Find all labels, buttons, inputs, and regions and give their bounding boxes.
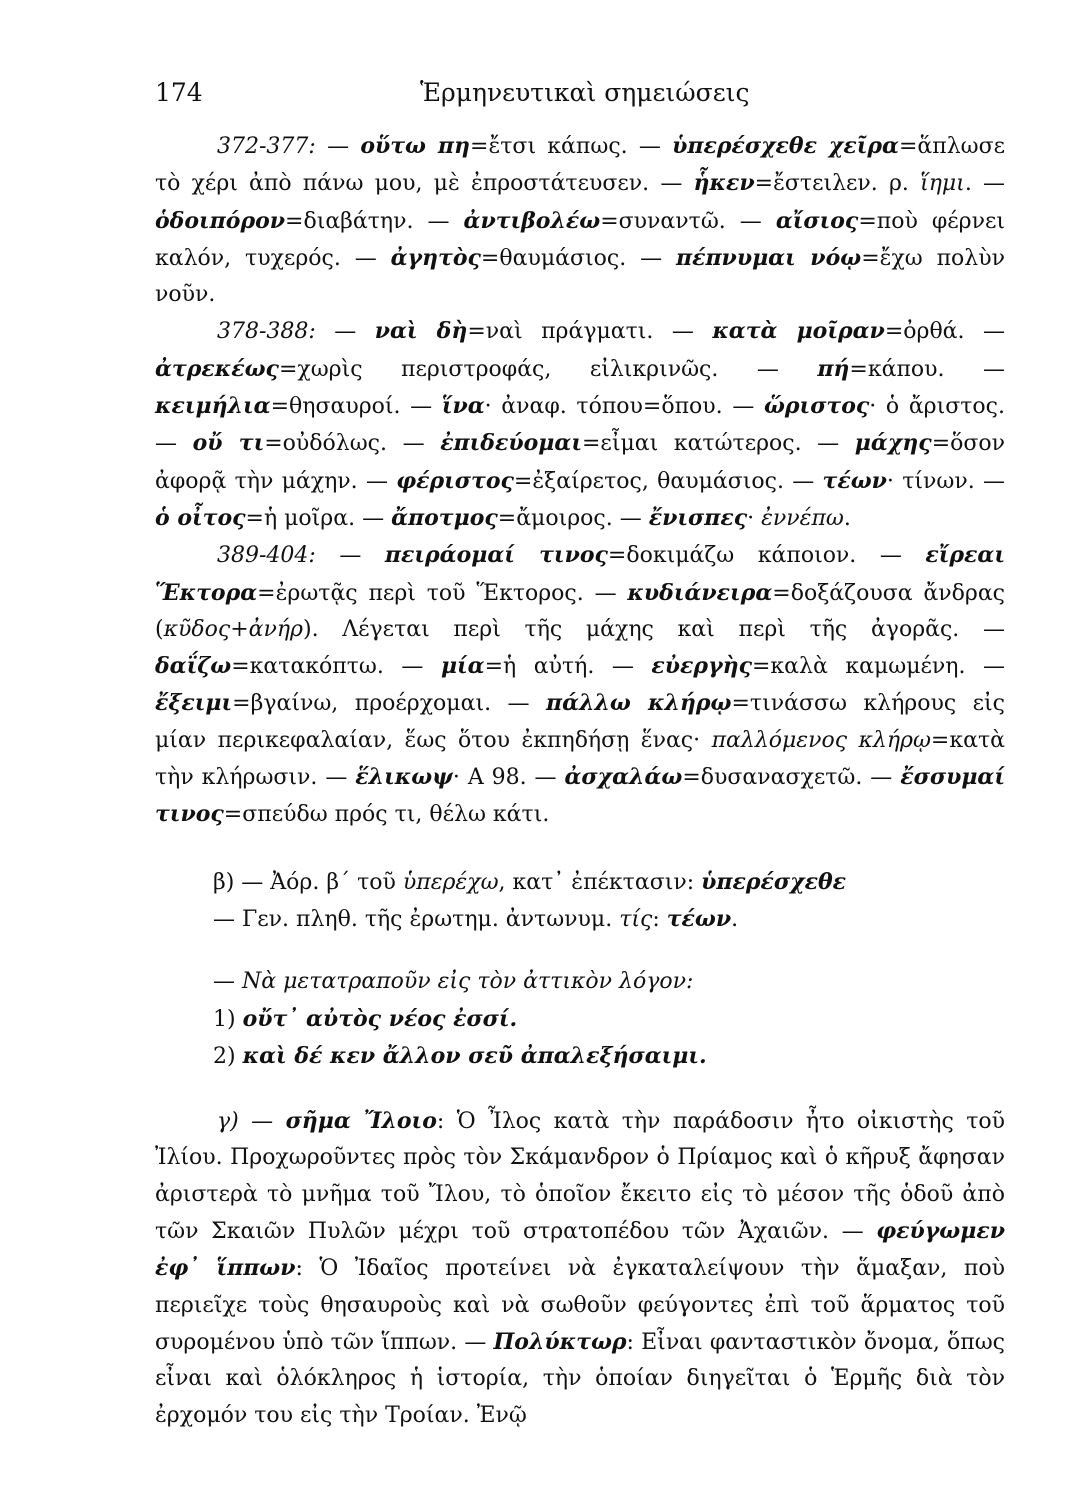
note-text: ). Λέγεται περὶ τῆς μάχης καὶ περὶ τῆς ἀγορᾶς. — bbox=[302, 616, 1005, 642]
headword: ἧκεν bbox=[693, 170, 755, 197]
note-text: — bbox=[315, 319, 375, 345]
headword: εὐεργὴς bbox=[651, 653, 752, 680]
exercise-item-1 bbox=[213, 1001, 1005, 1038]
headword: εἴρεαι Ἕκτορα bbox=[155, 542, 1005, 606]
note-text: =δοκιμάζω κάποιον. — bbox=[607, 543, 926, 569]
section-label: β) bbox=[213, 869, 235, 895]
verse-ref: 389-404: bbox=[217, 543, 316, 569]
note-text: · bbox=[747, 505, 762, 531]
note-text: : bbox=[652, 906, 667, 932]
headword: ἄποτμος bbox=[391, 504, 498, 531]
headword: Πολύκτωρ bbox=[493, 1328, 627, 1355]
note-text: — bbox=[315, 134, 361, 159]
headword: μάχης bbox=[854, 430, 932, 457]
headword: ἐπιδεύομαι bbox=[440, 430, 582, 457]
note-text: =χωρὶς περιστροφάς, εἰλικρινῶς. — bbox=[278, 356, 818, 382]
note-text: · Α 98. — bbox=[452, 765, 565, 791]
headword: οὔ τι bbox=[192, 430, 265, 457]
exercise bbox=[213, 964, 1005, 1075]
headword: τέων bbox=[822, 467, 887, 494]
note-text: =εἶμαι κατώτερος. — bbox=[581, 431, 855, 457]
note-372-377 bbox=[155, 128, 1005, 313]
headword: ἕλικωψ bbox=[355, 764, 453, 791]
italic-word: ὑπερέχω bbox=[402, 869, 499, 895]
italic-word: ἵημι bbox=[920, 171, 965, 197]
item-number: 2) bbox=[213, 1043, 236, 1069]
headword: πειράομαί τινος bbox=[384, 542, 608, 569]
headword: κυδιάνειρα bbox=[627, 579, 773, 606]
headword: ὁδοιπόρον bbox=[155, 207, 286, 234]
note-gamma bbox=[155, 1103, 1005, 1434]
note-text: =ὀρθά. — bbox=[884, 319, 1005, 345]
note-text: . bbox=[731, 906, 739, 932]
headword: δαΐζω bbox=[155, 653, 232, 680]
note-text: =ἄμοιρος. — bbox=[497, 505, 649, 531]
exercise-item-2 bbox=[213, 1038, 1005, 1075]
headword: ναὶ δὴ bbox=[374, 318, 468, 345]
item-number: 1) bbox=[213, 1006, 236, 1032]
headword: πέπνυμαι νόῳ bbox=[675, 244, 862, 271]
note-text: · ὁ ἄριστος. — bbox=[155, 394, 1005, 457]
note-beta bbox=[213, 864, 1005, 939]
note-text: =κατὰ τὴν κλήρωσιν. — bbox=[155, 727, 1005, 791]
note-378-388 bbox=[155, 313, 1005, 537]
note-text: : Εἶναι φανταστικὸν ὄνομα, ὅπως εἶναι καὶ ὁλόκληρος ἡ ἱστορία, τὴν ὁποίαν διηγεῖται ὁ Ἑρμῆς διὰ τὸν ἐρχομόν του εἰς τὴν Τροίαν. Ἐνῷ bbox=[155, 1329, 1005, 1428]
note-text: =ἔχω πολὺν νοῦν. bbox=[155, 245, 1005, 308]
headword: μία bbox=[440, 653, 485, 680]
note-text: =σπεύδω πρός τι, θέλω κάτι. bbox=[223, 802, 550, 828]
headword: φέριστος bbox=[396, 467, 514, 494]
spacer bbox=[155, 938, 1005, 964]
note-text: =δυσανασχετῶ. — bbox=[682, 765, 901, 791]
spacer bbox=[155, 834, 1005, 864]
page-body bbox=[155, 128, 1005, 1434]
headword: ὁ οἶτος bbox=[155, 504, 246, 531]
note-text: : Ὁ Ἶλος κατὰ τὴν παράδοσιν ἦτο οἰκιστὴς τοῦ Ἰλίου. Προχωροῦντες πρὸς τὸν Σκάμανδρον ὁ Πρίαμος καὶ ὁ κῆρυξ ἄφησαν ἀριστερὰ τὸ μνῆμα τοῦ Ἴλου, τὸ ὁποῖον ἔκειτο εἰς τὸ μέσον τῆς ὁδοῦ ἀπὸ τῶν Σκαιῶν Πυλῶν μέχρι τοῦ στρατοπέδου τῶν Ἀχαιῶν. — bbox=[155, 1109, 1005, 1245]
exercise-text: καὶ δέ κεν ἄλλον σεῦ ἀπαλεξήσαιμι. bbox=[242, 1042, 707, 1069]
note-text: =ἅπλωσε τὸ χέρι ἀπὸ πάνω μου, μὲ ἐπροστάτευσεν. — bbox=[155, 134, 1005, 197]
headword: ἵνα bbox=[441, 393, 485, 420]
note-text: =ὅσον ἀφορᾷ τὴν μάχην. — bbox=[155, 431, 1006, 494]
headword: ἔξειμι bbox=[155, 690, 233, 717]
note-text: =βγαίνω, προέρχομαι. — bbox=[232, 691, 547, 717]
headword: ὑπερέσχεθε bbox=[701, 868, 846, 895]
note-text: . bbox=[843, 505, 851, 531]
verse-ref: 378-388: bbox=[217, 319, 316, 345]
note-text: =ἐρωτᾷς περὶ τοῦ Ἕκτορος. — bbox=[257, 580, 628, 606]
note-text: . — bbox=[964, 171, 1005, 197]
headword: αἴσιος bbox=[775, 207, 859, 234]
exercise-text: οὔτ᾽ αὐτὸς νέος ἐσσί. bbox=[242, 1005, 518, 1032]
headword: οὕτω πη bbox=[360, 133, 471, 159]
note-389-404 bbox=[155, 537, 1005, 833]
headword: πάλλω κλήρῳ bbox=[546, 690, 732, 717]
note-text: =διαβάτην. — bbox=[285, 208, 464, 234]
note-text: · ἀναφ. τόπου=ὅπου. — bbox=[484, 394, 764, 420]
note-text: =κατακόπτω. — bbox=[231, 654, 441, 680]
note-text: , κατ᾽ ἐπέκτασιν: bbox=[498, 869, 702, 895]
italic-word: παλλόμενος κλήρῳ bbox=[711, 727, 931, 753]
note-text: =θαυμάσιος. — bbox=[480, 245, 676, 271]
note-text: — bbox=[315, 543, 385, 569]
running-head: Ἑρμηνευτικαὶ σημειώσεις bbox=[420, 78, 750, 107]
note-text: : Ὁ Ἰδαῖος προτείνει νὰ ἐγκαταλείψουν τὴν ἅμαξαν, ποὺ περιεῖχε τοὺς θησαυροὺς καὶ νὰ σωθοῦν φεύγοντες ἐπὶ τοῦ ἅρματος τοῦ συρομένου ὑπὸ τῶν ἵππων. — bbox=[155, 1256, 1005, 1355]
note-text: =τινάσσω κλήρους εἰς μίαν περικεφαλαίαν, ἕως ὅτου ἐκπηδήσῃ ἕνας· bbox=[155, 691, 1005, 753]
exercise-instruction: — Νὰ μετατραποῦν εἰς τὸν ἀττικὸν λόγον: bbox=[213, 969, 694, 995]
headword: ἔσσυμαί τινος bbox=[155, 764, 1006, 828]
note-text: =καλὰ καμωμένη. — bbox=[751, 654, 1005, 680]
beta-line-1 bbox=[213, 864, 1005, 901]
headword: σῆμα Ἴλοιο bbox=[285, 1108, 437, 1135]
note-text: =ἐξαίρετος, θαυμάσιος. — bbox=[513, 468, 823, 494]
note-text: =κάπου. — bbox=[849, 356, 1006, 382]
headword: ἔνισπες bbox=[648, 504, 748, 531]
note-text: — Ἀόρ. β΄ τοῦ bbox=[234, 869, 403, 895]
headword: φεύγωμεν ἐφ᾽ ἵππων bbox=[155, 1218, 1005, 1282]
italic-word: τίς bbox=[619, 906, 653, 932]
headword: ὑπερέσχεθε χεῖρα bbox=[672, 133, 899, 159]
verse-ref: 372-377: bbox=[217, 134, 316, 159]
note-text: =ναὶ πράγματι. — bbox=[467, 319, 713, 345]
note-text: — bbox=[238, 1109, 286, 1135]
note-text: · τίνων. — bbox=[886, 468, 1005, 494]
note-text: =συναντῶ. — bbox=[600, 208, 776, 234]
headword: κατὰ μοῖραν bbox=[712, 318, 885, 345]
note-text: — Γεν. πληθ. τῆς ἐρωτημ. ἀντωνυμ. bbox=[213, 906, 620, 932]
beta-line-2 bbox=[213, 901, 1005, 938]
headword: ἀντιβολέω bbox=[463, 207, 601, 234]
headword: πή bbox=[817, 355, 850, 382]
headword: ἀσχαλάω bbox=[564, 764, 683, 791]
note-text: =ἔστειλεν. ρ. bbox=[754, 171, 921, 197]
note-text: =δοξάζουσα ἄνδρας ( bbox=[155, 580, 1005, 642]
note-text: =οὐδόλως. — bbox=[264, 431, 441, 457]
note-text: =ἡ αὐτή. — bbox=[484, 654, 652, 680]
italic-word: κῦδος+ἀνήρ bbox=[163, 616, 303, 642]
section-label: γ) bbox=[217, 1109, 239, 1135]
note-text: =ἡ μοῖρα. — bbox=[245, 505, 392, 531]
italic-word: ἐννέπω bbox=[761, 505, 844, 531]
note-text: =ποὺ φέρνει καλόν, τυχερός. — bbox=[155, 208, 1005, 271]
headword: κειμήλια bbox=[155, 393, 271, 420]
headword: ὥριστος bbox=[763, 393, 870, 420]
headword: τέων bbox=[666, 905, 732, 932]
page-header bbox=[155, 72, 1015, 112]
headword: ἀτρεκέως bbox=[155, 355, 279, 382]
headword: ἀγητὸς bbox=[390, 244, 481, 271]
spacer bbox=[155, 1075, 1005, 1103]
note-text: =θησαυροί. — bbox=[270, 394, 442, 420]
page-number: 174 bbox=[155, 78, 203, 107]
note-text: =ἔτσι κάπως. — bbox=[470, 134, 673, 159]
